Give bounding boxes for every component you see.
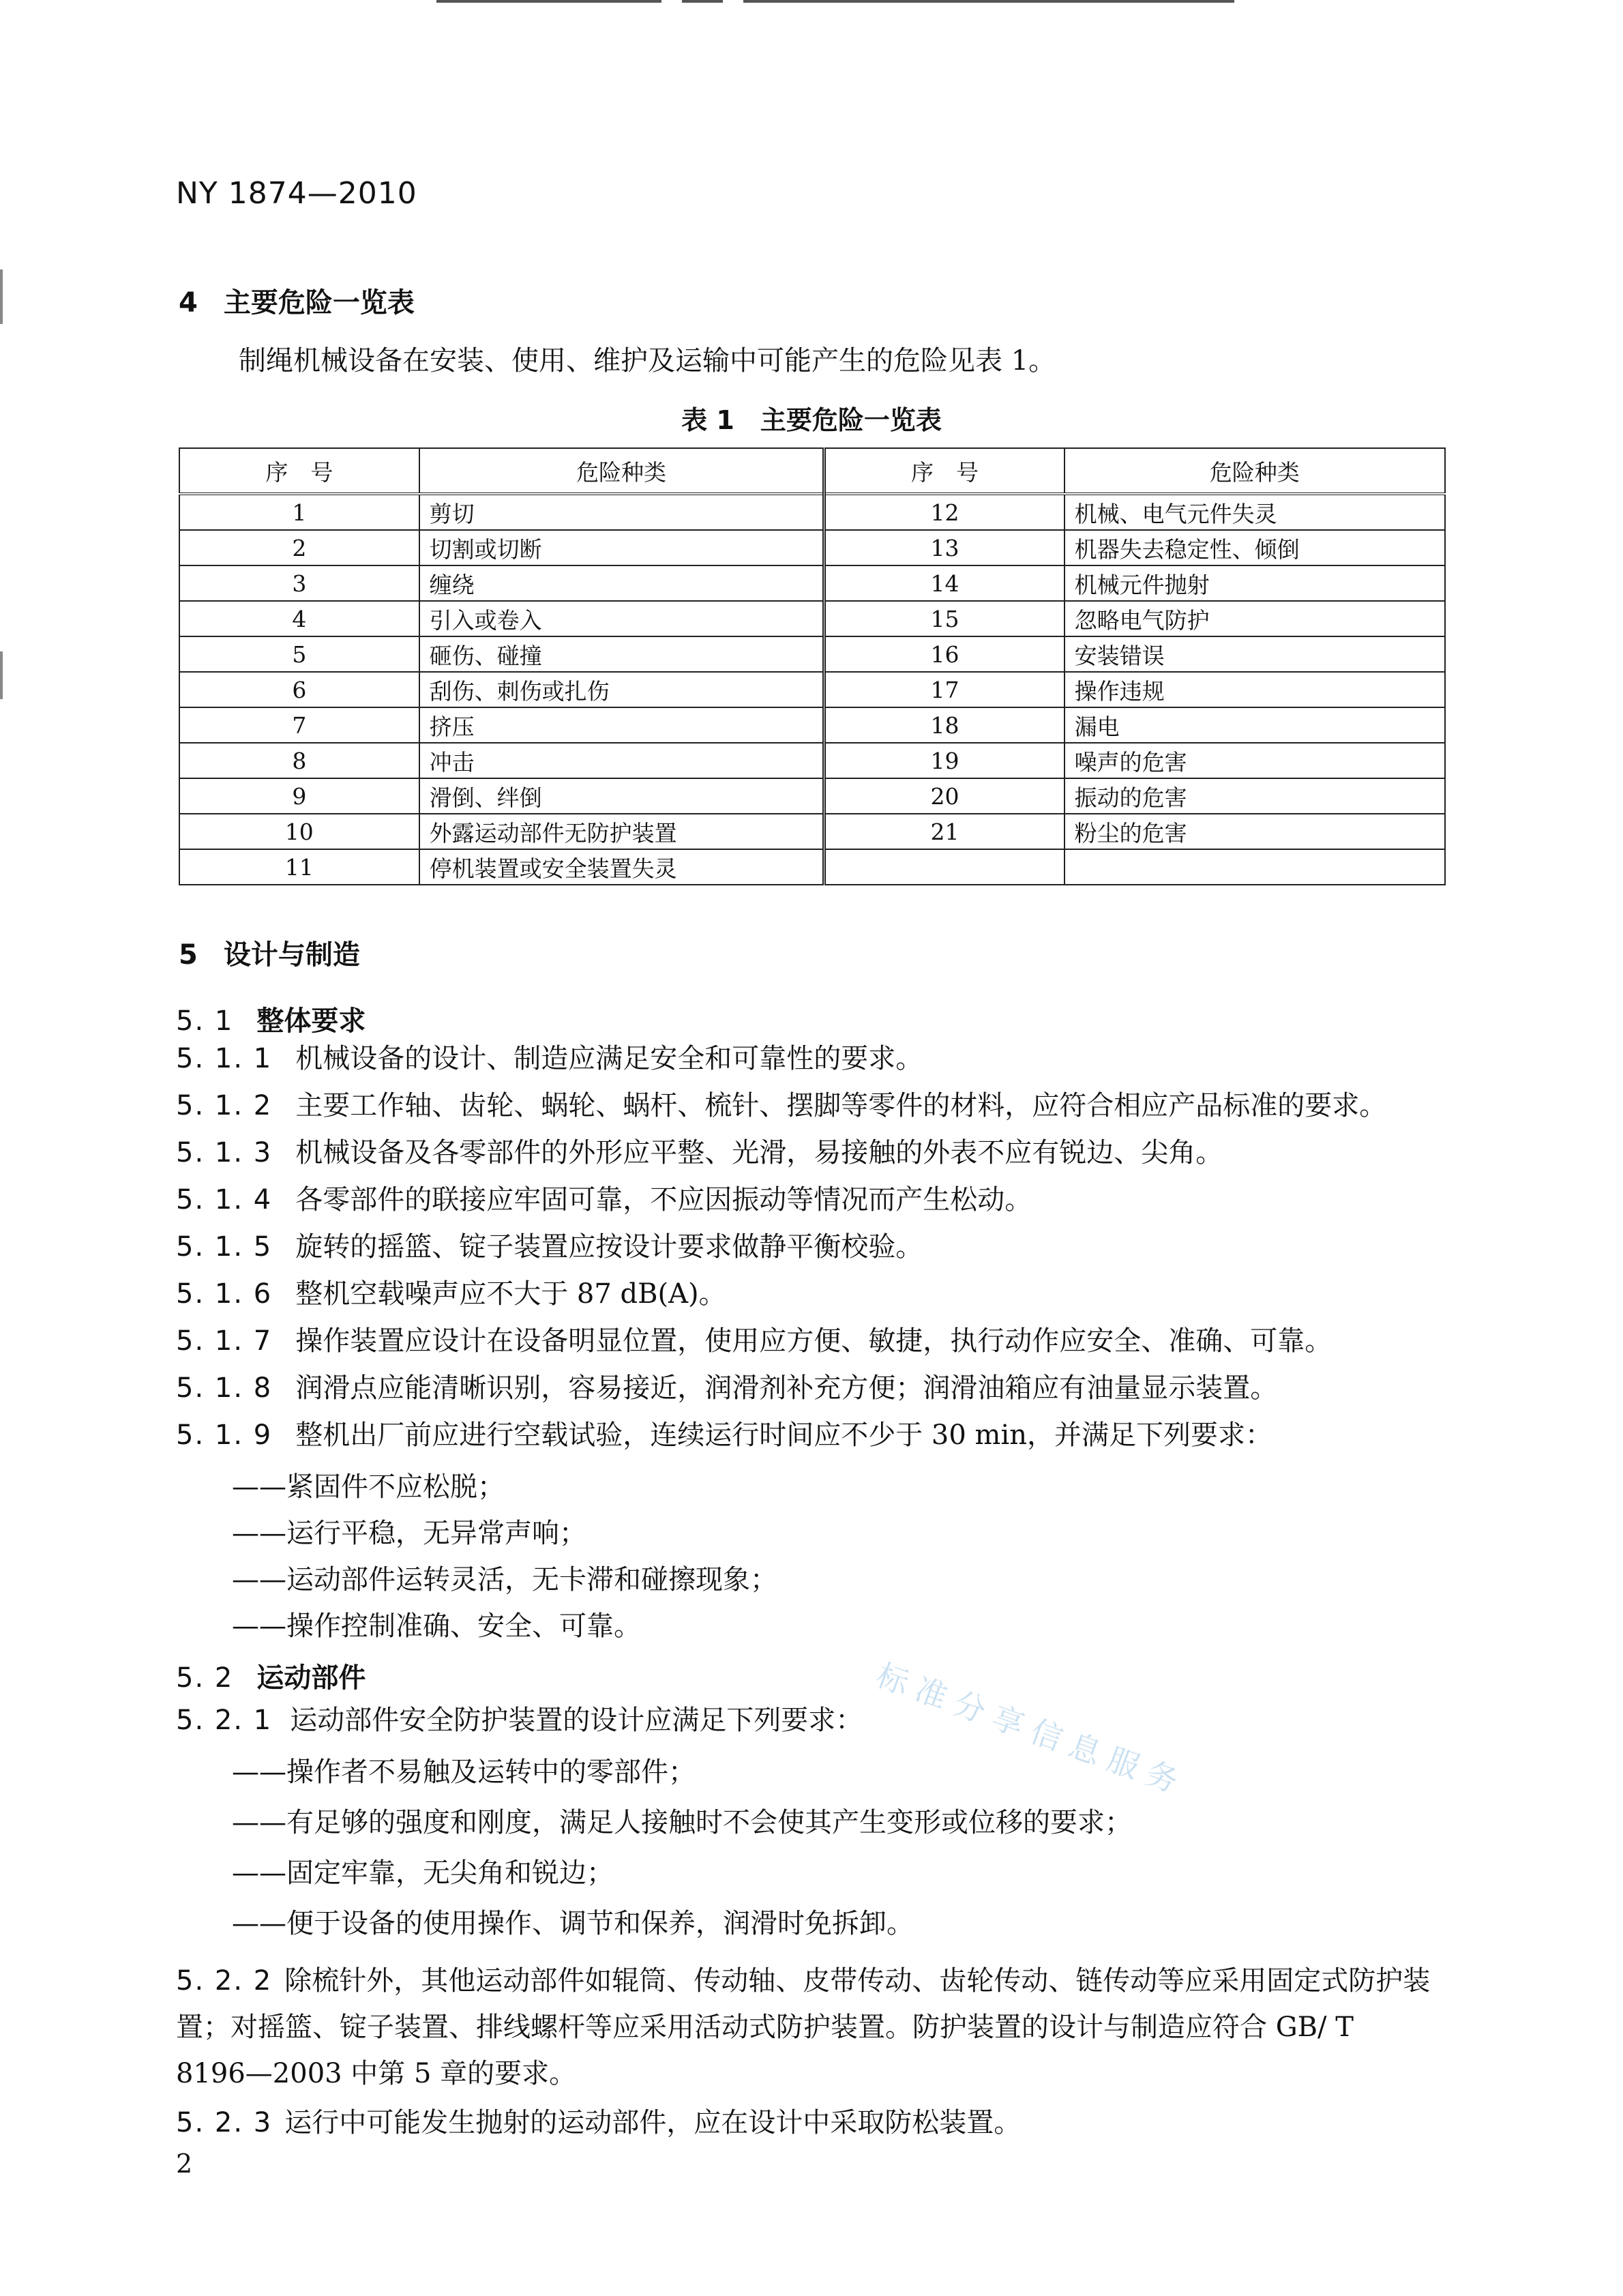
clause-number: 5. 2. 2 — [176, 1965, 273, 1997]
clause-text: 整机空载噪声应不大于 87 dB(A)。 — [295, 1278, 726, 1310]
clause — [176, 1278, 726, 1310]
cell-hazard: 停机装置或安全装置失灵 — [419, 849, 824, 885]
cell-hazard — [1064, 849, 1445, 885]
clause-text: 机械设备的设计、制造应满足安全和可靠性的要求。 — [295, 1043, 923, 1074]
table-row — [179, 530, 1445, 565]
cell-hazard: 剪切 — [419, 494, 824, 530]
cell-hazard: 振动的危害 — [1064, 778, 1445, 814]
clause-text: 旋转的摇篮、锭子装置应按设计要求做静平衡校验。 — [295, 1231, 923, 1263]
cell-no: 10 — [179, 814, 419, 849]
cell-no: 12 — [824, 494, 1064, 530]
cell-no: 14 — [824, 565, 1064, 601]
cell-no: 8 — [179, 743, 419, 778]
clause-text: 除梳针外，其他运动部件如辊筒、传动轴、皮带传动、齿轮传动、链传动等应采用固定式防护装 — [284, 1965, 1431, 1997]
table-row — [179, 494, 1445, 530]
list-item: ——操作控制准确、安全、可靠。 — [232, 1610, 641, 1642]
table-row — [179, 707, 1445, 743]
clause-text: 各零部件的联接应牢固可靠，不应因振动等情况而产生松动。 — [295, 1184, 1032, 1216]
scan-top-marks — [436, 0, 1241, 4]
clause-number: 5. 1. 7 — [176, 1325, 273, 1357]
clause-text: 主要工作轴、齿轮、蜗轮、蜗杆、梳针、摆脚等零件的材料，应符合相应产品标准的要求。 — [295, 1090, 1387, 1121]
cell-no: 18 — [824, 707, 1064, 743]
section-4-heading — [179, 281, 415, 320]
clause-text: 运动部件安全防护装置的设计应满足下列要求： — [290, 1705, 863, 1736]
subsection-number: 5. 2 — [176, 1662, 234, 1694]
clause-number: 5. 1. 6 — [176, 1278, 273, 1310]
cell-no: 13 — [824, 530, 1064, 565]
cell-hazard: 噪声的危害 — [1064, 743, 1445, 778]
cell-no: 6 — [179, 672, 419, 707]
clause-number: 5. 1. 1 — [176, 1043, 273, 1074]
clause-number: 5. 1. 3 — [176, 1137, 273, 1168]
clause-number: 5. 1. 5 — [176, 1231, 273, 1263]
list-item: ——运行平稳，无异常声响； — [232, 1518, 586, 1549]
cell-hazard: 粉尘的危害 — [1064, 814, 1445, 849]
clause-number: 5. 1. 8 — [176, 1372, 273, 1404]
watermark: 标准分享信息服务 — [872, 1656, 1192, 1804]
subsection-title: 运动部件 — [256, 1662, 366, 1694]
table-row — [179, 565, 1445, 601]
list-item: ——有足够的强度和刚度，满足人接触时不会使其产生变形或位移的要求； — [232, 1807, 1132, 1838]
list-item: ——紧固件不应松脱； — [232, 1471, 505, 1503]
cell-hazard: 冲击 — [419, 743, 824, 778]
cell-hazard: 外露运动部件无防护装置 — [419, 814, 824, 849]
cell-no: 4 — [179, 601, 419, 636]
scan-edge-mark — [0, 651, 3, 699]
cell-no — [824, 849, 1064, 885]
clause-number: 5. 2. 3 — [176, 2107, 273, 2138]
cell-no: 20 — [824, 778, 1064, 814]
section-number: 4 — [179, 287, 198, 319]
clause — [176, 1183, 1032, 1216]
clause-number: 5. 2. 1 — [176, 1705, 273, 1736]
clause-5-2-2-continued: 置；对摇篮、锭子装置、排线螺杆等应采用活动式防护装置。防护装置的设计与制造应符合 GB/ T — [176, 2012, 1354, 2043]
table-row — [179, 601, 1445, 636]
subsection-number: 5. 1 — [176, 1005, 234, 1037]
col-header-hazard: 危险种类 — [419, 448, 824, 494]
cell-no: 15 — [824, 601, 1064, 636]
clause-text: 操作装置应设计在设备明显位置，使用应方便、敏捷，执行动作应安全、准确、可靠。 — [295, 1325, 1332, 1357]
col-header-hazard: 危险种类 — [1064, 448, 1445, 494]
table-row — [179, 743, 1445, 778]
cell-hazard: 机械、电气元件失灵 — [1064, 494, 1445, 530]
cell-no: 5 — [179, 636, 419, 672]
cell-no: 17 — [824, 672, 1064, 707]
cell-hazard: 刮伤、刺伤或扎伤 — [419, 672, 824, 707]
clause-text: 整机出厂前应进行空载试验，连续运行时间应不少于 30 min，并满足下列要求： — [295, 1419, 1273, 1451]
list-item: ——操作者不易触及运转中的零部件； — [232, 1756, 696, 1788]
clause — [176, 1372, 1277, 1404]
document-id: NY 1874—2010 — [176, 176, 417, 211]
section-title: 设计与制造 — [223, 939, 360, 971]
cell-hazard: 安装错误 — [1064, 636, 1445, 672]
table-row — [179, 849, 1445, 885]
clause — [176, 1419, 1272, 1452]
cell-no: 1 — [179, 494, 419, 530]
clause-text: 润滑点应能清晰识别，容易接近，润滑剂补充方便；润滑油箱应有油量显示装置。 — [295, 1372, 1278, 1404]
cell-no: 9 — [179, 778, 419, 814]
cell-hazard: 机器失去稳定性、倾倒 — [1064, 530, 1445, 565]
cell-hazard: 切割或切断 — [419, 530, 824, 565]
cell-hazard: 滑倒、绊倒 — [419, 778, 824, 814]
cell-no: 7 — [179, 707, 419, 743]
clause-5-2-2 — [176, 1964, 1430, 1997]
cell-hazard: 操作违规 — [1064, 672, 1445, 707]
list-item: ——便于设备的使用操作、调节和保养，润滑时免拆卸。 — [232, 1908, 914, 1939]
clause-5-2-1 — [176, 1704, 863, 1737]
subsection-5-2-heading — [176, 1656, 366, 1695]
hazard-table — [179, 447, 1446, 885]
table-row — [179, 814, 1445, 849]
table-row — [179, 672, 1445, 707]
scan-edge-mark — [0, 269, 3, 324]
col-header-no: 序 号 — [824, 448, 1064, 494]
cell-no: 21 — [824, 814, 1064, 849]
cell-no: 3 — [179, 565, 419, 601]
clause-5-2-2-continued: 8196—2003 中第 5 章的要求。 — [176, 2058, 577, 2089]
subsection-title: 整体要求 — [256, 1005, 366, 1037]
cell-hazard: 漏电 — [1064, 707, 1445, 743]
cell-hazard: 砸伤、碰撞 — [419, 636, 824, 672]
clause-number: 5. 1. 9 — [176, 1419, 273, 1451]
cell-no: 11 — [179, 849, 419, 885]
col-header-no: 序 号 — [179, 448, 419, 494]
cell-no: 2 — [179, 530, 419, 565]
clause — [176, 1325, 1332, 1357]
cell-hazard: 挤压 — [419, 707, 824, 743]
cell-hazard: 缠绕 — [419, 565, 824, 601]
clause-5-2-3 — [176, 2106, 1021, 2139]
clause-text: 机械设备及各零部件的外形应平整、光滑，易接触的外表不应有锐边、尖角。 — [295, 1137, 1223, 1168]
list-item: ——运动部件运转灵活，无卡滞和碰擦现象； — [232, 1564, 777, 1595]
cell-hazard: 机械元件抛射 — [1064, 565, 1445, 601]
clause-number: 5. 1. 2 — [176, 1090, 273, 1121]
section-4-intro: 制绳机械设备在安装、使用、维护及运输中可能产生的危险见表 1。 — [239, 345, 1056, 377]
table-row — [179, 778, 1445, 814]
section-number: 5 — [179, 939, 198, 971]
clause-number: 5. 1. 4 — [176, 1184, 273, 1216]
table-row — [179, 636, 1445, 672]
section-5-heading — [179, 933, 360, 972]
page-number: 2 — [176, 2149, 193, 2179]
table-header-row — [179, 448, 1445, 494]
clause — [176, 1231, 923, 1263]
table-title: 表 1 主要危险一览表 — [681, 405, 942, 435]
clause — [176, 1042, 923, 1075]
subsection-5-1-heading — [176, 999, 366, 1038]
clause-text: 运行中可能发生抛射的运动部件，应在设计中采取防松装置。 — [284, 2107, 1022, 2138]
cell-no: 16 — [824, 636, 1064, 672]
cell-hazard: 忽略电气防护 — [1064, 601, 1445, 636]
cell-hazard: 引入或卷入 — [419, 601, 824, 636]
clause — [176, 1136, 1223, 1169]
section-title: 主要危险一览表 — [223, 287, 415, 319]
cell-no: 19 — [824, 743, 1064, 778]
list-item: ——固定牢靠，无尖角和锐边； — [232, 1857, 614, 1889]
clause — [176, 1089, 1386, 1122]
